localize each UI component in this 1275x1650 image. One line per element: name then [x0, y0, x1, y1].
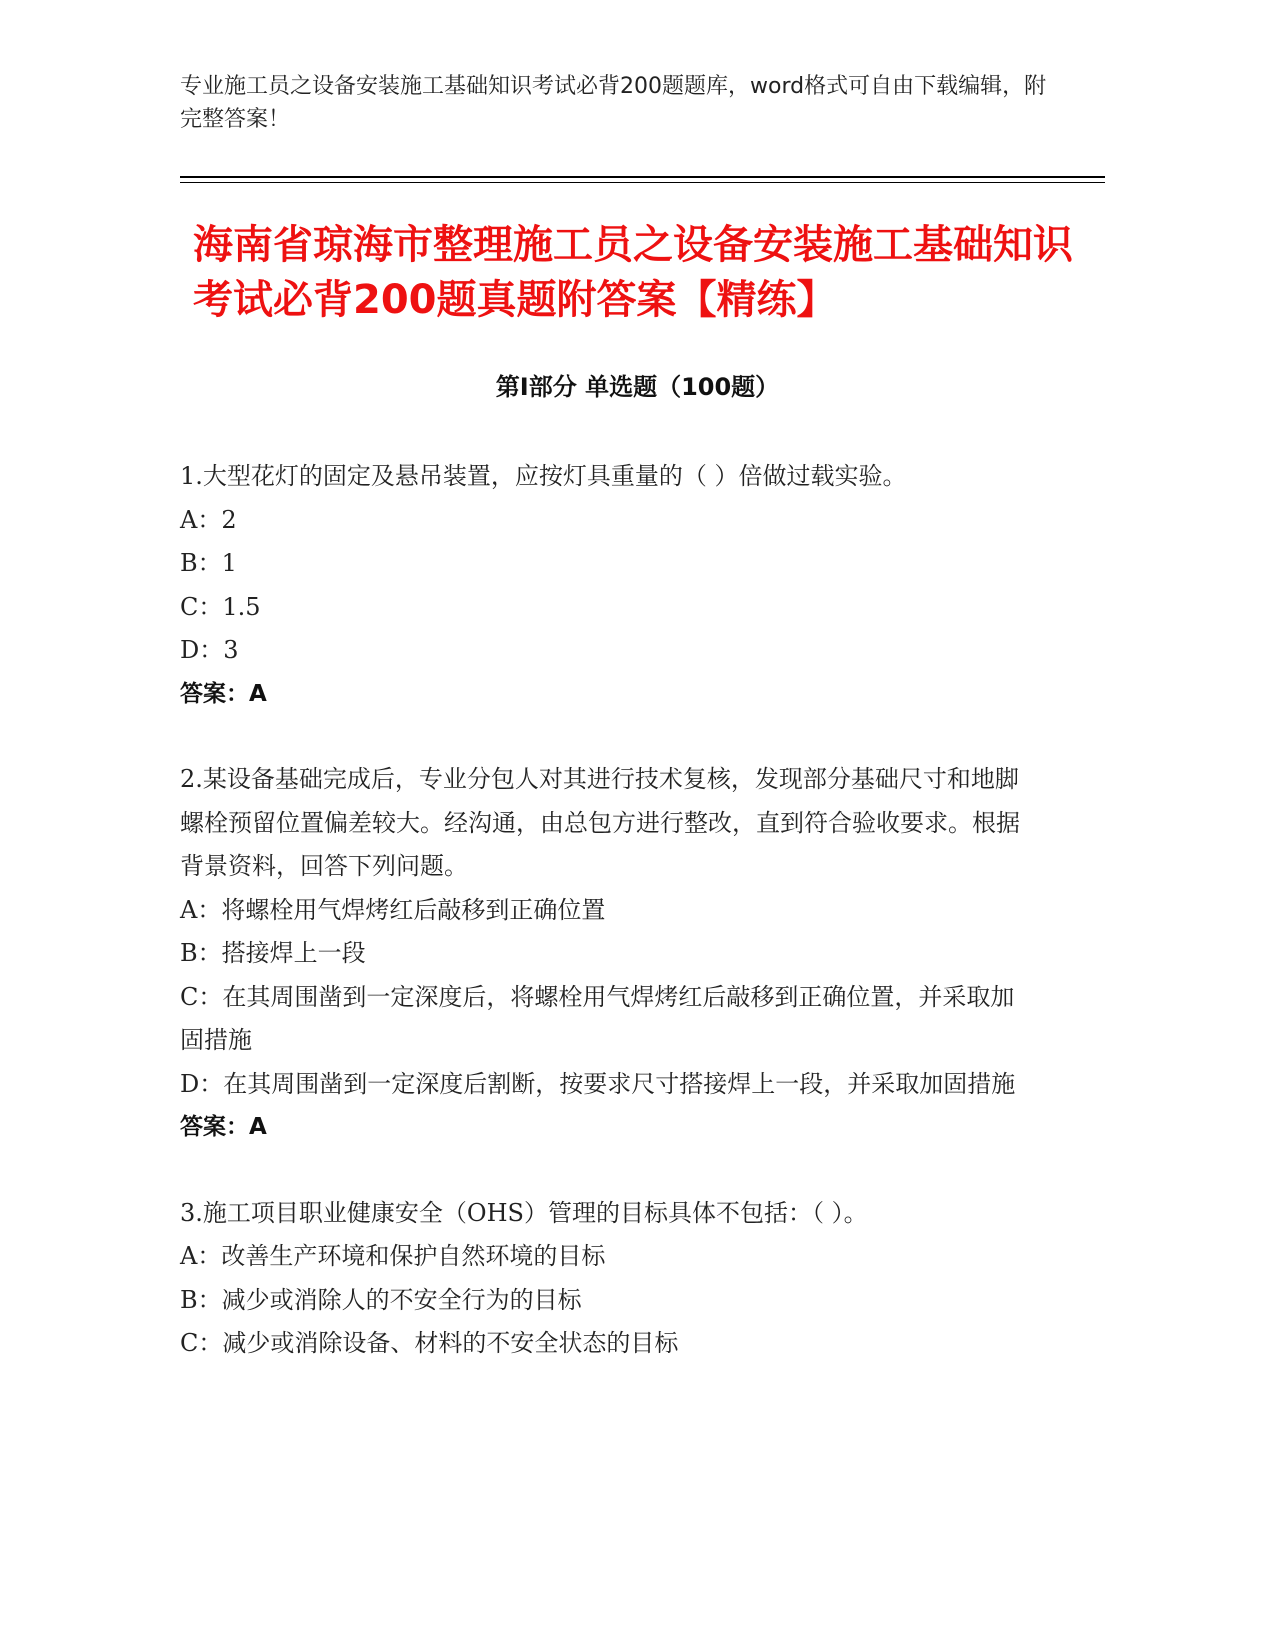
answer-label: 答案：A: [180, 680, 267, 707]
option-d: D：3: [180, 636, 239, 664]
option-c: C：减少或消除设备、材料的不安全状态的目标: [180, 1329, 679, 1357]
option-c: C：1.5: [180, 592, 261, 621]
question-3: [180, 1192, 1030, 1366]
option-b: B：搭接焊上一段: [180, 939, 366, 967]
option-a: A：改善生产环境和保护自然环境的目标: [180, 1242, 606, 1270]
option-b: B：1: [180, 549, 237, 577]
header-rule-thick: [180, 176, 1105, 178]
header-rule-thin: [180, 182, 1105, 183]
question-stem: 1.大型花灯的固定及悬吊装置，应按灯具重量的（ ）倍做过载实验。: [180, 462, 907, 490]
document-title: 海南省琼海市整理施工员之设备安装施工基础知识考试必背200题真题附答案【精练】: [193, 222, 1073, 323]
header-note: 专业施工员之设备安装施工基础知识考试必背200题题库，word格式可自由下载编辑，附完整答案！: [180, 74, 1047, 132]
question-stem: 3.施工项目职业健康安全（OHS）管理的目标具体不包括：（ ）。: [180, 1198, 868, 1227]
option-c: C：在其周围凿到一定深度后，将螺栓用气焊烤红后敲移到正确位置，并采取加固措施: [180, 982, 1015, 1054]
option-b: B：减少或消除人的不安全行为的目标: [180, 1285, 582, 1314]
section-heading: 第Ⅰ部分 单选题（100题）: [495, 373, 780, 401]
question-stem: 2.某设备基础完成后，专业分包人对其进行技术复核，发现部分基础尺寸和地脚螺栓预留位置偏差较大。经沟通，由总包方进行整改，直到符合验收要求。根据背景资料，回答下列问题。: [180, 765, 1020, 880]
option-a: A：将螺栓用气焊烤红后敲移到正确位置: [180, 895, 606, 924]
option-a: A：2: [180, 505, 237, 534]
question-1: [180, 455, 1030, 716]
question-list: [180, 455, 1030, 1408]
question-2: [180, 758, 1030, 1150]
answer-label: 答案：A: [180, 1114, 267, 1140]
option-d: D：在其周围凿到一定深度后割断，按要求尺寸搭接焊上一段，并采取加固措施: [180, 1069, 1016, 1098]
